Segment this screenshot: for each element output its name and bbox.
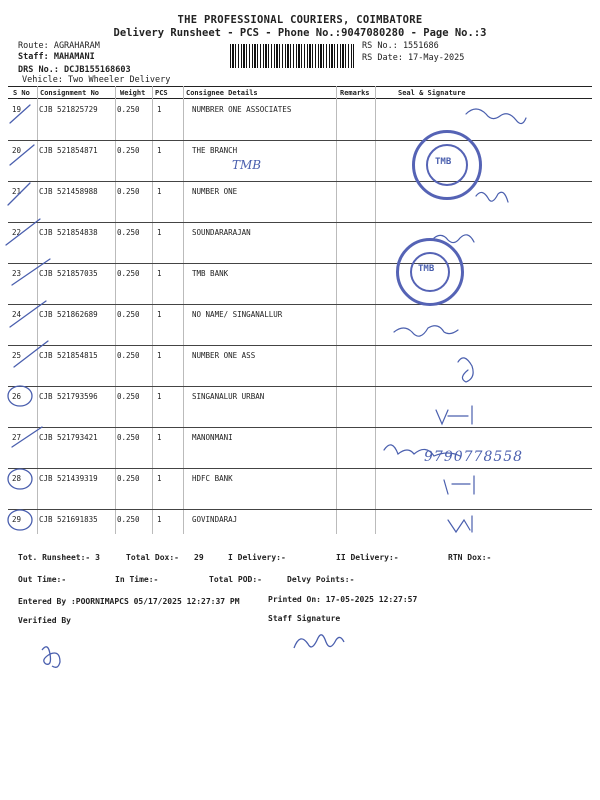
total-dox-label: Total Dox:- [126, 553, 179, 562]
row-weight: 0.250 [117, 351, 140, 360]
staff-signature-icon [290, 628, 346, 658]
row-consignment: CJB 521825729 [39, 105, 98, 114]
in-time: In Time:- [115, 575, 159, 584]
row-consignee: NO NAME/ SINGANALLUR [192, 310, 283, 319]
row-sno: 28 [12, 474, 22, 483]
verifier-signature-icon [36, 640, 66, 670]
handwritten-note: TMB [232, 158, 262, 172]
row-weight: 0.250 [117, 310, 140, 319]
row-pcs: 1 [157, 187, 162, 196]
row-consignee: GOVINDARAJ [192, 515, 238, 524]
row-consignee: SOUNDARARAJAN [192, 228, 251, 237]
row-pcs: 1 [157, 105, 162, 114]
col-pcs: PCS [155, 89, 168, 97]
stamp-label: TMB [418, 264, 435, 274]
row-consignment: CJB 521793421 [39, 433, 98, 442]
col-remarks: Remarks [340, 89, 370, 97]
entered-by: Entered By :POORNIMAPCS 05/17/2025 12:27:37 PM [18, 597, 240, 606]
row-consignee: TMB BANK [192, 269, 229, 278]
row-sno: 26 [12, 392, 22, 401]
row-weight: 0.250 [117, 474, 140, 483]
route-label: Route: AGRAHARAM [18, 41, 100, 51]
staff-label: Staff: MAHAMANI [18, 52, 95, 62]
verified-by: Verified By [18, 616, 71, 625]
row-weight: 0.250 [117, 146, 140, 155]
row-pcs: 1 [157, 351, 162, 360]
printed-on: Printed On: 17-05-2025 12:27:57 [268, 595, 418, 604]
row-consignment: CJB 521862689 [39, 310, 98, 319]
row-consignment: CJB 521854815 [39, 351, 98, 360]
row-sno: 27 [12, 433, 22, 442]
row-pcs: 1 [157, 269, 162, 278]
row-consignee: MANONMANI [192, 433, 233, 442]
row-weight: 0.250 [117, 392, 140, 401]
col-consignment: Consignment No [40, 89, 100, 97]
out-time: Out Time:- [18, 575, 67, 584]
ii-delivery: II Delivery:- [336, 553, 399, 562]
signature-scribbles-icon [376, 100, 592, 540]
row-pcs: 1 [157, 474, 162, 483]
row-weight: 0.250 [117, 228, 140, 237]
tick-marks-icon [0, 95, 70, 535]
row-weight: 0.250 [117, 187, 140, 196]
row-pcs: 1 [157, 433, 162, 442]
rs-date: RS Date: 17-May-2025 [362, 53, 465, 63]
row-consignment: CJB 521439319 [39, 474, 98, 483]
row-sno: 19 [12, 105, 22, 114]
col-consignee: Consignee Details [186, 89, 258, 97]
total-dox-value: 29 [194, 553, 204, 562]
row-sno: 25 [12, 351, 22, 360]
row-sno: 23 [12, 269, 22, 278]
runsheet-subtitle: Delivery Runsheet - PCS - Phone No.:9047080280 - Page No.:3 [113, 27, 487, 39]
row-consignee: THE BRANCH [192, 146, 238, 155]
drs-number: DRS No.: DCJB155168603 [18, 65, 131, 75]
row-pcs: 1 [157, 146, 162, 155]
row-consignment: CJB 521854838 [39, 228, 98, 237]
delvy-points: Delvy Points:- [287, 575, 355, 584]
total-pod: Total POD:- [209, 575, 262, 584]
row-weight: 0.250 [117, 515, 140, 524]
barcode [230, 44, 354, 68]
col-seal-signature: Seal & Signature [398, 89, 466, 97]
row-pcs: 1 [157, 515, 162, 524]
row-consignee: NUMBER ONE [192, 187, 238, 196]
handwritten-phone: 9790778558 [424, 449, 524, 465]
row-weight: 0.250 [117, 433, 140, 442]
row-pcs: 1 [157, 310, 162, 319]
row-sno: 22 [12, 228, 22, 237]
company-title: THE PROFESSIONAL COURIERS, COIMBATORE [177, 14, 423, 26]
stamp-label: TMB [435, 157, 452, 167]
row-sno: 20 [12, 146, 22, 155]
col-weight: Weight [120, 89, 146, 97]
row-consignment: CJB 521793596 [39, 392, 98, 401]
row-pcs: 1 [157, 392, 162, 401]
row-consignee: NUMBRER ONE ASSOCIATES [192, 105, 292, 114]
row-consignment: CJB 521854871 [39, 146, 98, 155]
row-sno: 24 [12, 310, 22, 319]
row-consignment: CJB 521691835 [39, 515, 98, 524]
rtn-dox: RTN Dox:- [448, 553, 492, 562]
rs-number: RS No.: 1551686 [362, 41, 439, 51]
staff-signature-label: Staff Signature [268, 614, 341, 623]
vehicle-label: Vehicle: Two Wheeler Delivery [22, 75, 171, 85]
row-consignment: CJB 521458988 [39, 187, 98, 196]
tot-runsheet: Tot. Runsheet:- 3 [18, 553, 100, 562]
row-consignee: SINGANALUR URBAN [192, 392, 265, 401]
table-top-rule [8, 86, 592, 87]
i-delivery: I Delivery:- [228, 553, 286, 562]
row-weight: 0.250 [117, 105, 140, 114]
row-consignee: HDFC BANK [192, 474, 233, 483]
row-consignee: NUMBER ONE ASS [192, 351, 256, 360]
row-consignment: CJB 521857035 [39, 269, 98, 278]
row-pcs: 1 [157, 228, 162, 237]
row-weight: 0.250 [117, 269, 140, 278]
row-sno: 21 [12, 187, 22, 196]
col-sno: S No [13, 89, 30, 97]
row-sno: 29 [12, 515, 22, 524]
